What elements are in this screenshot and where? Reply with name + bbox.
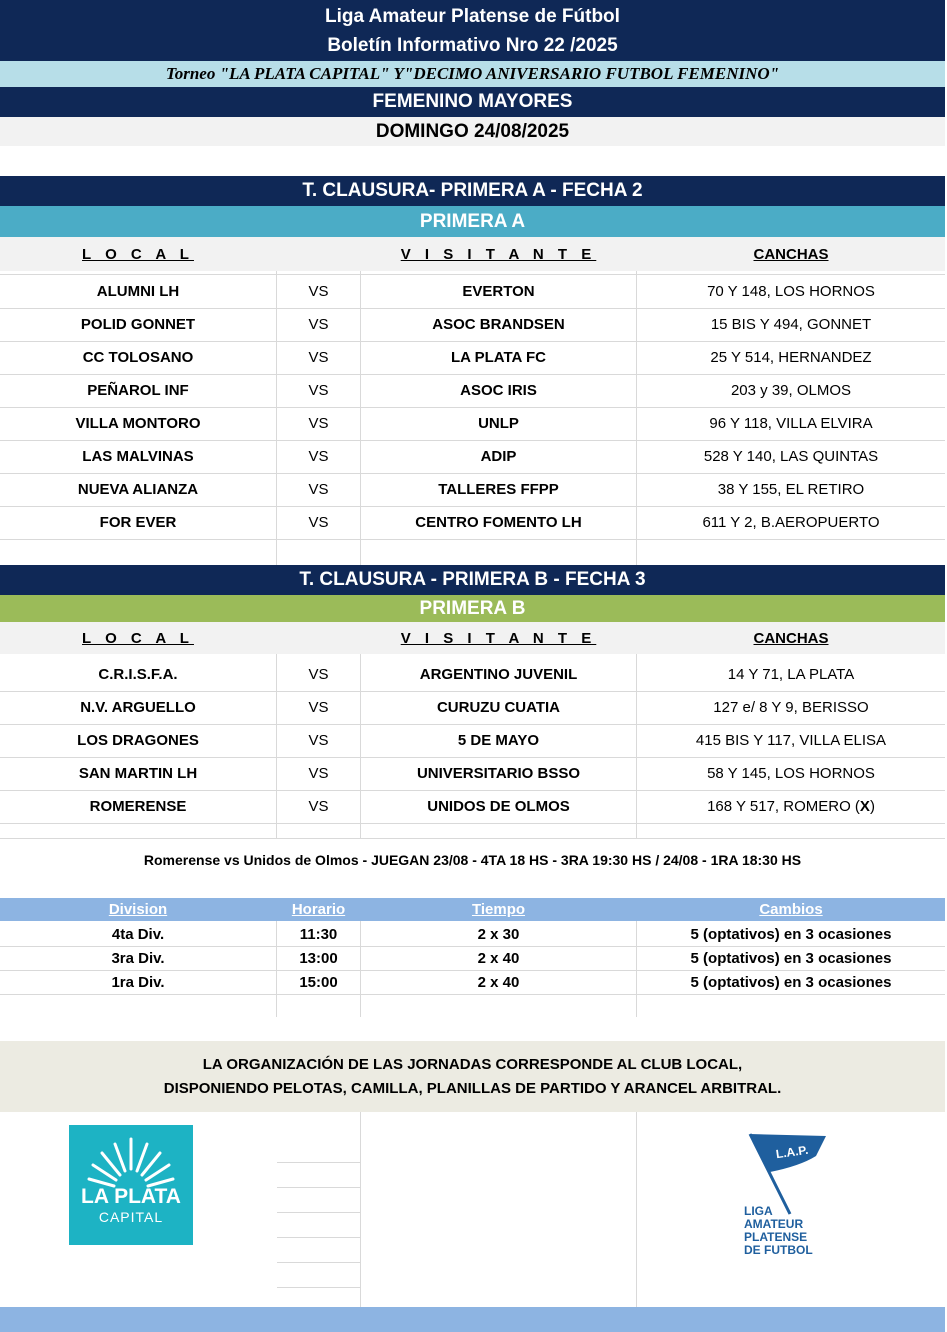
bulletin-number: Boletín Informativo Nro 22 /2025 <box>327 34 618 56</box>
vs-label: VS <box>308 448 329 465</box>
local-team: CC TOLOSANO <box>82 349 194 366</box>
tournament-name: Torneo "LA PLATA CAPITAL" Y"DECIMO ANIVERSARIO FUTBOL FEMENINO" <box>0 61 945 87</box>
venue: 96 Y 118, VILLA ELVIRA <box>709 415 873 432</box>
match-row <box>0 275 945 309</box>
substitutions: 5 (optativos) en 3 ocasiones <box>690 925 892 943</box>
vs-label: VS <box>308 699 329 716</box>
venue: 38 Y 155, EL RETIRO <box>717 481 865 498</box>
local-team: VILLA MONTORO <box>75 415 201 432</box>
vs-label: VS <box>308 415 329 432</box>
vs-label: VS <box>308 481 329 498</box>
venue-text: 168 Y 517, ROMERO ( <box>707 798 860 815</box>
divider <box>277 1287 360 1288</box>
local-team: ALUMNI LH <box>96 283 180 300</box>
vs-label: VS <box>308 666 329 683</box>
section-title-primera-a: T. CLAUSURA- PRIMERA A - FECHA 2 <box>0 176 945 206</box>
local-team: FOR EVER <box>99 514 177 531</box>
vs-label: VS <box>308 765 329 782</box>
vs-label: VS <box>308 798 329 815</box>
lap-line-4: DE FUTBOL <box>744 1243 813 1257</box>
local-team: NUEVA ALIANZA <box>77 481 199 498</box>
notice-line-2: DISPONIENDO PELOTAS, CAMILLA, PLANILLAS DE PARTIDO Y ARANCEL ARBITRAL. <box>163 1079 782 1097</box>
venue: 70 Y 148, LOS HORNOS <box>707 283 875 300</box>
col-local: L O C A L <box>82 245 194 263</box>
visiting-team: CENTRO FOMENTO LH <box>415 514 582 531</box>
lap-line-2: AMATEUR <box>744 1217 804 1231</box>
visiting-team: EVERTON <box>462 283 535 300</box>
local-team: LAS MALVINAS <box>82 448 194 465</box>
match-date: DOMINGO 24/08/2025 <box>0 117 945 146</box>
schedule-row <box>0 946 945 971</box>
match-row <box>0 473 945 507</box>
notice-line-1: LA ORGANIZACIÓN DE LAS JORNADAS CORRESPONDE AL CLUB LOCAL, <box>202 1055 743 1073</box>
start-time: 13:00 <box>299 949 338 967</box>
divider <box>277 1262 360 1263</box>
logo-text-capital: CAPITAL <box>98 1209 164 1225</box>
col-visitante: V I S I T A N T E <box>400 629 597 647</box>
hdr-horario: Horario <box>291 901 346 918</box>
bulletin-header <box>0 0 945 61</box>
venue: 528 Y 140, LAS QUINTAS <box>703 448 879 465</box>
match-length: 2 x 30 <box>477 925 520 943</box>
venue: 25 Y 514, HERNANDEZ <box>710 349 872 366</box>
lap-line-3: PLATENSE <box>744 1230 808 1244</box>
local-team: POLID GONNET <box>80 316 196 333</box>
schedule-row <box>0 970 945 995</box>
match-row <box>0 308 945 342</box>
substitutions: 5 (optativos) en 3 ocasiones <box>690 973 892 991</box>
division-name: 3ra Div. <box>111 949 165 967</box>
local-team: SAN MARTIN LH <box>78 765 198 782</box>
match-row <box>0 757 945 791</box>
venue: 15 BIS Y 494, GONNET <box>710 316 872 333</box>
divider <box>277 1187 360 1188</box>
vs-label: VS <box>308 514 329 531</box>
local-team: N.V. ARGUELLO <box>80 699 196 716</box>
col-canchas: CANCHAS <box>753 245 829 263</box>
division-title-primera-a: PRIMERA A <box>0 206 945 237</box>
column-headers-a <box>0 237 945 271</box>
divider <box>277 1237 360 1238</box>
col-canchas: CANCHAS <box>753 629 829 647</box>
spacer-row <box>0 823 945 839</box>
match-row <box>0 341 945 375</box>
venue-mark: X <box>859 798 870 815</box>
match-row <box>0 440 945 474</box>
organization-notice <box>0 1041 945 1112</box>
venue: 127 e/ 8 Y 9, BERISSO <box>713 699 869 716</box>
visiting-team: ASOC IRIS <box>460 382 537 399</box>
league-title: Liga Amateur Platense de Fútbol <box>325 5 620 27</box>
logo-flag-text: L.A.P. <box>774 1142 810 1162</box>
local-team: PEÑAROL INF <box>87 382 189 399</box>
schedule-header <box>0 898 945 921</box>
visiting-team: UNLP <box>478 415 519 432</box>
vs-label: VS <box>308 283 329 300</box>
visiting-team: CURUZU CUATIA <box>436 699 561 716</box>
category-title: FEMENINO MAYORES <box>0 87 945 117</box>
lap-league-logo <box>740 1130 850 1270</box>
col-visitante: V I S I T A N T E <box>400 245 597 263</box>
match-row <box>0 374 945 408</box>
match-row <box>0 691 945 725</box>
visiting-team: ASOC BRANDSEN <box>432 316 565 333</box>
match-row <box>0 506 945 540</box>
lap-line-1: LIGA <box>744 1204 773 1218</box>
visiting-team: UNIDOS DE OLMOS <box>427 798 570 815</box>
division-title-primera-b: PRIMERA B <box>0 595 945 622</box>
schedule-note: Romerense vs Unidos de Olmos - JUEGAN 23/08 - 4TA 18 HS - 3RA 19:30 HS / 24/08 - 1RA 18:30 HS <box>143 852 802 868</box>
visiting-team: ADIP <box>480 448 517 465</box>
match-row <box>0 790 945 824</box>
divider <box>277 1162 360 1163</box>
start-time: 15:00 <box>299 973 338 991</box>
local-team: LOS DRAGONES <box>77 732 199 749</box>
divider <box>277 1212 360 1213</box>
local-team: C.R.I.S.F.A. <box>98 666 178 683</box>
section-title-primera-b: T. CLAUSURA - PRIMERA B - FECHA 3 <box>0 565 945 595</box>
venue: 203 y 39, OLMOS <box>730 382 852 399</box>
footer-bar <box>0 1307 945 1332</box>
division-name: 4ta Div. <box>111 925 165 943</box>
venue: 58 Y 145, LOS HORNOS <box>707 765 875 782</box>
hdr-division: Division <box>108 901 168 918</box>
col-local: L O C A L <box>82 629 194 647</box>
vs-label: VS <box>308 382 329 399</box>
logo-text-la-plata: LA PLATA <box>81 1185 181 1208</box>
visiting-team: TALLERES FFPP <box>438 481 559 498</box>
column-headers-b <box>0 622 945 654</box>
division-name: 1ra Div. <box>111 973 165 991</box>
vs-label: VS <box>308 732 329 749</box>
match-row <box>0 724 945 758</box>
visiting-team: 5 DE MAYO <box>457 732 540 749</box>
schedule-row <box>0 922 945 947</box>
divider <box>360 1112 361 1307</box>
match-row <box>0 407 945 441</box>
hdr-tiempo: Tiempo <box>471 901 526 918</box>
lap-logo-wordmark <box>744 1205 813 1257</box>
venue <box>637 790 945 823</box>
start-time: 11:30 <box>299 925 338 943</box>
venue: 415 BIS Y 117, VILLA ELISA <box>695 732 887 749</box>
venue: 611 Y 2, B.AEROPUERTO <box>702 514 880 531</box>
local-team: ROMERENSE <box>89 798 187 815</box>
match-length: 2 x 40 <box>477 949 520 967</box>
vs-label: VS <box>308 316 329 333</box>
venue-text-end: ) <box>869 798 875 815</box>
visiting-team: ARGENTINO JUVENIL <box>419 666 578 683</box>
la-plata-capital-logo <box>69 1125 193 1245</box>
substitutions: 5 (optativos) en 3 ocasiones <box>690 949 892 967</box>
match-length: 2 x 40 <box>477 973 520 991</box>
venue: 14 Y 71, LA PLATA <box>727 666 855 683</box>
vs-label: VS <box>308 349 329 366</box>
visiting-team: UNIVERSITARIO BSSO <box>416 765 581 782</box>
match-row <box>0 658 945 692</box>
visiting-team: LA PLATA FC <box>451 349 546 366</box>
hdr-cambios: Cambios <box>759 901 823 918</box>
divider <box>636 1112 637 1307</box>
